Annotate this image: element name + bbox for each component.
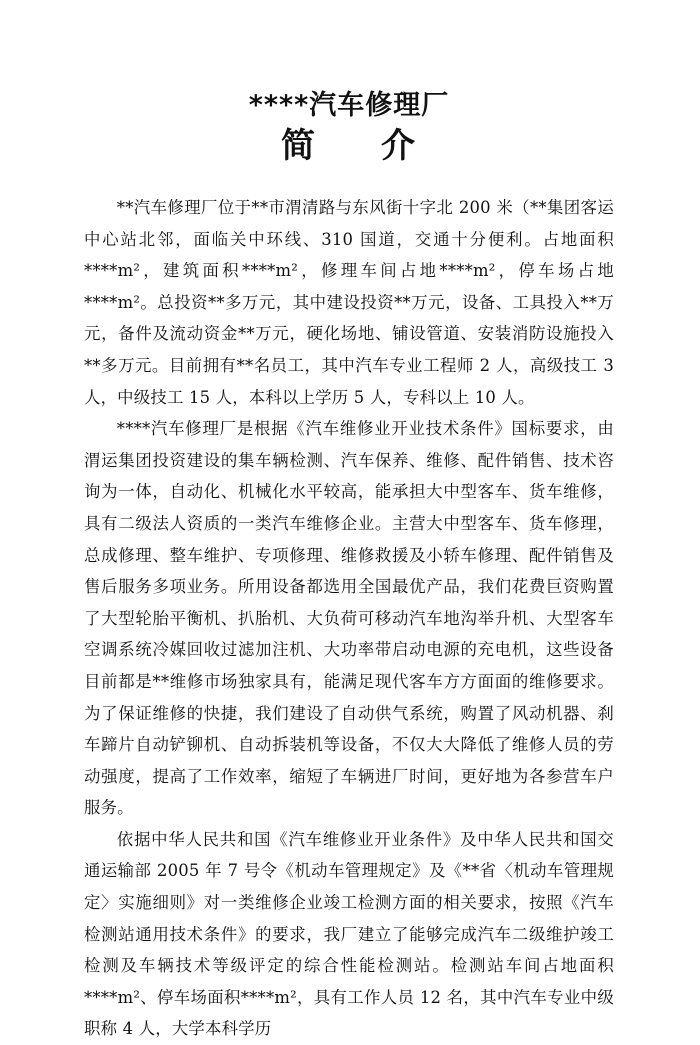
document-title: ****汽车修理厂 — [248, 90, 450, 121]
subtitle-char-right: 介 — [381, 126, 417, 166]
paragraph-2: ****汽车修理厂是根据《汽车维修业开业技术条件》国标要求，由渭运集团投资建设的集车辆检测、汽车保养、维修、配件销售、技术咨询为一体，自动化、机械化水平较高，能承担大中型客车、货车维修，具有二级法人资质的一类汽车维修企业。主营大中型客车、货车修理，总成修理、整车维护、专项修理、维修救援及小轿车修理、配件销售及售后服务多项业务。所用设备都选用全国最优产品，我们花费巨资购置了大型轮胎平衡机、扒胎机、大负荷可移动汽车地沟举升机、大型客车空调系统冷媒回收过滤加注机、大功率带启动电源的充电机，这些设备目前都是**维修市场独家具有，能满足现代客车方方面面的维修要求。为了保证维修的快捷，我们建设了自动供气系统，购置了风动机器、刹车蹄片自动铲铆机、自动拆装机等设备，不仅大大降低了维修人员的劳动强度，提高了工作效率，缩短了车辆进厂时间，更好地为各参营车户服务。 — [84, 419, 614, 818]
paragraph-3: 依据中华人民共和国《汽车维修业开业条件》及中华人民共和国交通运输部 2005 年 7 号令《机动车管理规定》及《**省〈机动车管理规定〉实施细则》对一类维修企业竣工检测方面的相关要求，按照《汽车检测站通用技术条件》的要求，我厂建立了能够完成汽车二级维护竣工检测及车辆技术等级评定的综合性能检测站。检测站车间占地面积****m²、停车场面积****m²，具有工作人员 12 名，其中汽车专业中级职称 4 人，大学本科学历 — [84, 829, 614, 1039]
paragraph-1: **汽车修理厂位于**市渭清路与东风街十字北 200 米（**集团客运中心站北邻，面临关中环线、310 国道，交通十分便利。占地面积****m²，建筑面积****m²，修理车间占地****m²，停车场占地****m²。总投资**多万元，其中建设投资**万元，设备、工具投入**万元，备件及流动资金**万元，硬化场地、铺设管道、安装消防设施投入**多万元。目前拥有**名员工，其中汽车专业工程师 2 人，高级技工 3 人，中级技工 15 人，本科以上学历 5 人，专科以上 10 人。 — [84, 198, 614, 407]
subtitle-char-left: 简 — [281, 126, 317, 166]
document-subtitle — [84, 124, 614, 168]
